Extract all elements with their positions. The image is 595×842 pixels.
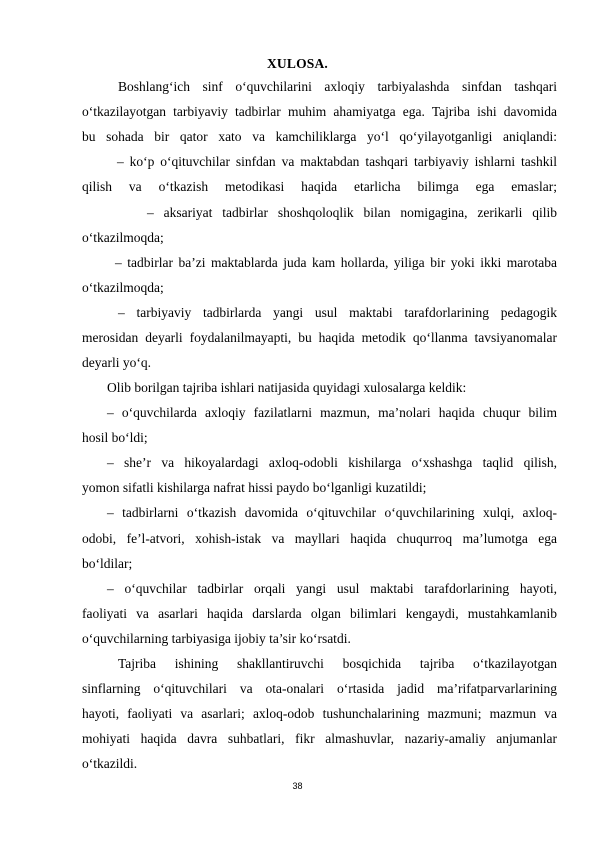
text-line: yomon sifatli kishilarga nafrat hissi paydo bo‘lganligi kuzatildi; [82, 480, 427, 495]
text-line: Tajriba ishining shakllantiruvchi bosqichida tajriba o‘tkazilayotgan [118, 656, 557, 671]
page-number: 38 [292, 781, 303, 791]
text-line: merosidan deyarli foydalanilmayapti, bu haqida metodik qo‘llanma tavsiyanomalar [82, 330, 557, 345]
text-line: odobi, fe’l-atvori, xohish-istak va mayllari haqida chuqurroq ma’lumotga ega [82, 531, 557, 546]
text-line: – aksariyat tadbirlar shoshqoloqlik bilan nomigagina, zerikarli qilib [147, 205, 557, 220]
page-title: XULOSA. [266, 56, 329, 71]
text-line: – tarbiyaviy tadbirlarda yangi usul maktabi tarafdorlarining pedagogik [118, 305, 557, 320]
text-line: – she’r va hikoyalardagi axloq-odobli kishilarga o‘xshashga taqlid qilish, [107, 455, 557, 470]
text-line: – tadbirlar ba’zi maktablarda juda kam hollarda, yiliga bir yoki ikki marotaba [115, 255, 557, 270]
text-line: mohiyati haqida davra suhbatlari, fikr almashuvlar, nazariy-amaliy anjumanlar [82, 731, 557, 746]
text-line: Boshlang‘ich sinf o‘quvchilarini axloqiy tarbiyalashda sinfdan tashqari [118, 79, 557, 94]
text-line: o‘tkazilmoqda; [82, 230, 164, 245]
text-line: Olib borilgan tajriba ishlari natijasida quyidagi xulosalarga keldik: [107, 380, 467, 395]
text-line: o‘tkazildi. [82, 756, 138, 771]
text-line: o‘quvchilarning tarbiyasiga ijobiy ta’sir ko‘rsatdi. [82, 631, 351, 646]
text-line: bo‘ldilar; [82, 556, 133, 571]
text-line: – o‘quvchilar tadbirlar orqali yangi usul maktabi tarafdorlarining hayoti, [107, 581, 557, 596]
text-line: – tadbirlarni o‘tkazish davomida o‘qituvchilar o‘quvchilarining xulqi, axloq- [107, 505, 557, 520]
text-line: hosil bo‘ldi; [82, 430, 148, 445]
text-line: – ko‘p o‘qituvchilar sinfdan va maktabdan tashqari tarbiyaviy ishlarni tashkil [117, 154, 557, 169]
text-line: qilish va o‘tkazish metodikasi haqida etarlicha bilimga ega emaslar; [82, 179, 557, 194]
text-line: sinflarning o‘qituvchilari va ota-onalari o‘rtasida jadid ma’rifatparvarlarining [82, 681, 557, 696]
text-line: faoliyati va asarlari haqida darslarda olgan bilimlari kengaydi, mustahkamlanib [82, 606, 557, 621]
text-line: hayoti, faoliyati va asarlari; axloq-odob tushunchalarining mazmuni; mazmun va [82, 706, 557, 721]
text-line: o‘tkazilayotgan tarbiyaviy tadbirlar muhim ahamiyatga ega. Tajriba ishi davomida [82, 104, 557, 119]
text-line: bu sohada bir qator xato va kamchiliklarga yo‘l qo‘yilayotganligi aniqlandi: [82, 129, 557, 144]
text-line: o‘tkazilmoqda; [82, 280, 164, 295]
text-line: deyarli yo‘q. [82, 355, 151, 370]
text-line: – o‘quvchilarda axloqiy fazilatlarni mazmun, ma’nolari haqida chuqur bilim [107, 405, 557, 420]
